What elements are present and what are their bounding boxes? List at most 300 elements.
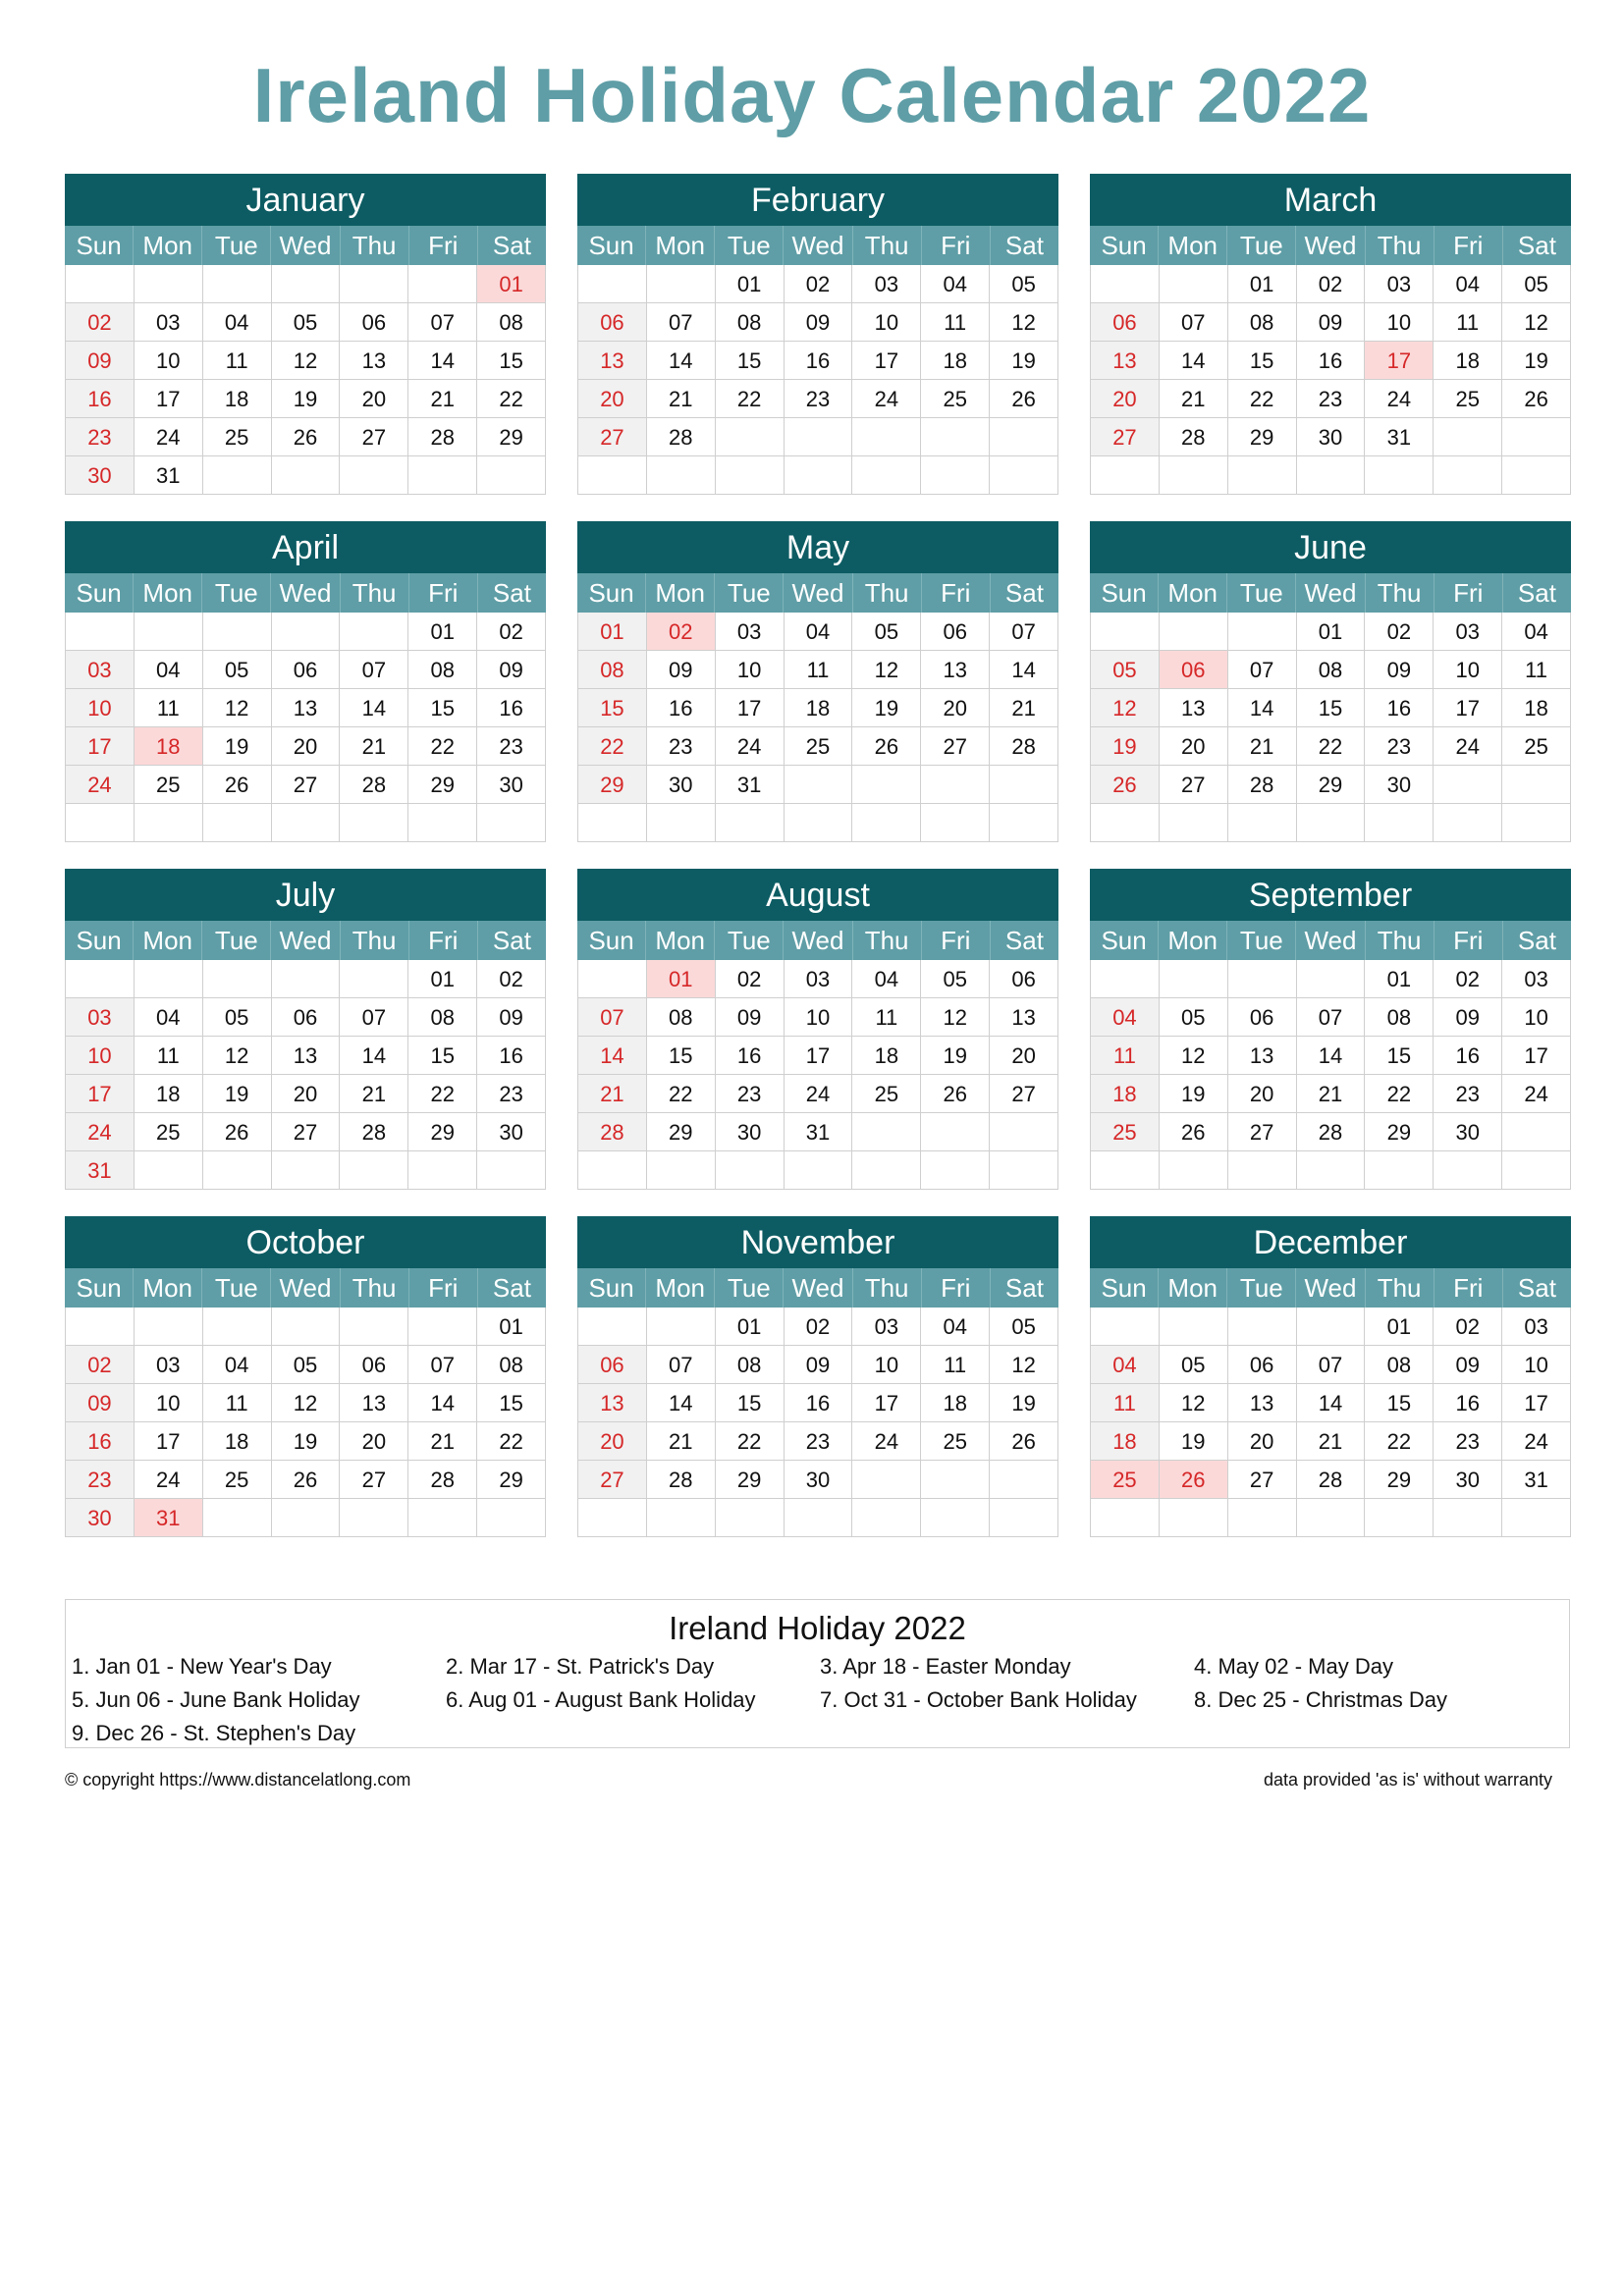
empty-day-cell: [1227, 456, 1296, 495]
day-cell: 13: [271, 1037, 340, 1075]
weekday-label: Fri: [1434, 573, 1502, 613]
day-cell: 02: [784, 265, 852, 303]
empty-day-cell: [784, 418, 852, 456]
day-cell: 20: [920, 689, 989, 727]
weekday-label: Wed: [270, 921, 339, 960]
empty-day-cell: [1433, 456, 1501, 495]
day-cell: 19: [1501, 342, 1571, 380]
weekday-label: Mon: [645, 1268, 714, 1308]
day-cell: 30: [476, 1113, 546, 1151]
day-cell: 11: [784, 651, 852, 689]
empty-day-cell: [1501, 1499, 1571, 1537]
copyright-text: © copyright https://www.distancelatlong.com: [65, 1770, 411, 1789]
empty-day-cell: [1364, 1151, 1433, 1190]
day-cell: 18: [1090, 1075, 1159, 1113]
day-cell: 26: [202, 766, 271, 804]
day-cell: 06: [920, 613, 989, 651]
day-cell: 24: [134, 418, 202, 456]
day-cell: 21: [646, 1422, 715, 1461]
empty-day-cell: [1433, 1151, 1501, 1190]
day-cell: 03: [1364, 265, 1433, 303]
day-cell: 01: [1227, 265, 1296, 303]
day-cell: 10: [1433, 651, 1501, 689]
day-cell: 09: [784, 1346, 852, 1384]
day-cell: 29: [1227, 418, 1296, 456]
day-cell: 16: [715, 1037, 784, 1075]
day-cell: 20: [577, 380, 646, 418]
empty-day-cell: [1227, 804, 1296, 842]
day-cell: 20: [577, 1422, 646, 1461]
day-cell: 27: [1227, 1113, 1296, 1151]
weekday-label: Thu: [852, 1268, 921, 1308]
empty-day-cell: [1433, 804, 1501, 842]
empty-day-cell: [1227, 1308, 1296, 1346]
day-cell: 16: [1433, 1384, 1501, 1422]
weekday-label: Mon: [133, 573, 201, 613]
day-cell: 25: [202, 1461, 271, 1499]
empty-day-cell: [715, 804, 784, 842]
empty-day-cell: [1296, 1308, 1365, 1346]
weekday-label: Fri: [921, 921, 990, 960]
day-cell: 27: [271, 1113, 340, 1151]
empty-day-cell: [134, 960, 202, 998]
day-cell: 30: [784, 1461, 852, 1499]
day-cell: 17: [134, 380, 202, 418]
week-row: [65, 1499, 546, 1537]
weekday-label: Tue: [1226, 1268, 1295, 1308]
empty-day-cell: [577, 1151, 646, 1190]
week-row: [1090, 1499, 1571, 1537]
day-cell: 20: [339, 1422, 407, 1461]
day-cell: 24: [1433, 727, 1501, 766]
day-cell: 08: [1364, 998, 1433, 1037]
week-row: [65, 1308, 546, 1346]
day-cell: 17: [65, 1075, 134, 1113]
empty-day-cell: [989, 1461, 1058, 1499]
day-cell: 12: [989, 303, 1058, 342]
weekday-label: Tue: [201, 573, 270, 613]
weekday-label: Mon: [1158, 573, 1226, 613]
day-cell: 09: [1433, 1346, 1501, 1384]
day-cell: 27: [339, 1461, 407, 1499]
day-cell: 15: [1364, 1037, 1433, 1075]
holiday-day-cell: 02: [646, 613, 715, 651]
day-cell: 21: [577, 1075, 646, 1113]
empty-day-cell: [1501, 766, 1571, 804]
empty-day-cell: [920, 766, 989, 804]
day-cell: 15: [407, 1037, 476, 1075]
day-cell: 20: [1090, 380, 1159, 418]
week-row: [1090, 418, 1571, 456]
day-cell: 03: [65, 998, 134, 1037]
day-cell: 19: [202, 727, 271, 766]
empty-day-cell: [1364, 804, 1433, 842]
week-row: [1090, 456, 1571, 495]
empty-day-cell: [476, 1151, 546, 1190]
weekday-label: Sat: [990, 226, 1058, 265]
day-cell: 05: [1090, 651, 1159, 689]
day-cell: 17: [134, 1422, 202, 1461]
weekday-label: Sat: [477, 226, 546, 265]
legend-title: Ireland Holiday 2022: [669, 1610, 966, 1646]
day-cell: 07: [1296, 998, 1365, 1037]
day-cell: 19: [1159, 1422, 1227, 1461]
holiday-day-cell: 25: [1090, 1461, 1159, 1499]
month-december: [1090, 1216, 1571, 1537]
day-cell: 12: [1090, 689, 1159, 727]
empty-day-cell: [1433, 766, 1501, 804]
day-cell: 28: [646, 1461, 715, 1499]
day-cell: 02: [784, 1308, 852, 1346]
weekday-label: Sun: [588, 578, 634, 608]
day-cell: 07: [646, 303, 715, 342]
weekday-label: Thu: [340, 921, 408, 960]
week-row: [65, 1151, 546, 1190]
empty-day-cell: [989, 1499, 1058, 1537]
day-cell: 18: [1501, 689, 1571, 727]
day-cell: 20: [989, 1037, 1058, 1075]
weekday-label: Mon: [645, 226, 714, 265]
week-row: [577, 960, 1058, 998]
day-cell: 21: [1296, 1422, 1365, 1461]
empty-day-cell: [202, 265, 271, 303]
empty-day-cell: [1159, 613, 1227, 651]
weekday-label: Sun: [1101, 578, 1147, 608]
empty-day-cell: [920, 804, 989, 842]
day-cell: 08: [715, 303, 784, 342]
weekday-label: Sun: [588, 231, 634, 260]
empty-day-cell: [339, 804, 407, 842]
day-cell: 18: [202, 380, 271, 418]
day-cell: 05: [920, 960, 989, 998]
empty-day-cell: [577, 804, 646, 842]
day-cell: 06: [339, 303, 407, 342]
weekday-label: Sat: [1502, 573, 1571, 613]
day-cell: 28: [989, 727, 1058, 766]
weekday-label: Wed: [783, 573, 851, 613]
day-cell: 04: [202, 1346, 271, 1384]
day-cell: 21: [339, 1075, 407, 1113]
week-row: [577, 303, 1058, 342]
legend-item: 5. Jun 06 - June Bank Holiday: [72, 1687, 360, 1712]
empty-day-cell: [1090, 1499, 1159, 1537]
day-cell: 07: [407, 303, 476, 342]
empty-day-cell: [989, 804, 1058, 842]
day-cell: 29: [1296, 766, 1365, 804]
day-cell: 31: [1364, 418, 1433, 456]
day-cell: 31: [65, 1151, 134, 1190]
day-cell: 11: [1501, 651, 1571, 689]
empty-day-cell: [784, 456, 852, 495]
day-cell: 17: [1433, 689, 1501, 727]
empty-day-cell: [1090, 960, 1159, 998]
day-cell: 13: [339, 342, 407, 380]
day-cell: 01: [1364, 960, 1433, 998]
empty-day-cell: [271, 456, 340, 495]
day-cell: 18: [1433, 342, 1501, 380]
day-cell: 20: [1159, 727, 1227, 766]
day-cell: 26: [1501, 380, 1571, 418]
day-cell: 17: [851, 1384, 920, 1422]
empty-day-cell: [1090, 265, 1159, 303]
day-cell: 01: [577, 613, 646, 651]
empty-day-cell: [271, 1151, 340, 1190]
day-cell: 19: [989, 1384, 1058, 1422]
week-row: [65, 804, 546, 842]
empty-day-cell: [851, 804, 920, 842]
week-row: [65, 342, 546, 380]
week-row: [577, 456, 1058, 495]
day-cell: 19: [920, 1037, 989, 1075]
day-cell: 22: [407, 1075, 476, 1113]
week-row: [65, 689, 546, 727]
weekday-label: Sun: [588, 1273, 634, 1303]
weekday-label: Sat: [1502, 921, 1571, 960]
day-cell: 15: [407, 689, 476, 727]
legend-item: 6. Aug 01 - August Bank Holiday: [446, 1687, 756, 1712]
month-name: October: [65, 1216, 546, 1268]
day-cell: 03: [851, 265, 920, 303]
week-row: [1090, 804, 1571, 842]
day-cell: 10: [65, 1037, 134, 1075]
holiday-day-cell: 01: [646, 960, 715, 998]
day-cell: 24: [65, 766, 134, 804]
week-row: [577, 727, 1058, 766]
empty-day-cell: [989, 1113, 1058, 1151]
day-cell: 08: [1364, 1346, 1433, 1384]
weekday-header: [1090, 921, 1571, 960]
day-cell: 06: [271, 998, 340, 1037]
weekday-label: Mon: [645, 921, 714, 960]
empty-day-cell: [784, 1499, 852, 1537]
empty-day-cell: [134, 804, 202, 842]
day-cell: 22: [646, 1075, 715, 1113]
month-july: [65, 869, 546, 1190]
day-cell: 11: [920, 303, 989, 342]
empty-day-cell: [339, 1151, 407, 1190]
week-row: [1090, 1113, 1571, 1151]
day-cell: 07: [1296, 1346, 1365, 1384]
weekday-label: Wed: [783, 226, 851, 265]
day-cell: 25: [134, 1113, 202, 1151]
weekday-label: Sun: [76, 578, 122, 608]
empty-day-cell: [271, 613, 340, 651]
weekday-label: Fri: [408, 226, 477, 265]
week-row: [1090, 613, 1571, 651]
day-cell: 12: [271, 342, 340, 380]
day-cell: 09: [1433, 998, 1501, 1037]
day-cell: 18: [202, 1422, 271, 1461]
day-cell: 29: [407, 1113, 476, 1151]
day-cell: 23: [715, 1075, 784, 1113]
day-cell: 11: [134, 1037, 202, 1075]
day-cell: 12: [851, 651, 920, 689]
day-cell: 31: [134, 456, 202, 495]
week-row: [65, 1075, 546, 1113]
empty-day-cell: [715, 1499, 784, 1537]
weekday-label: Wed: [270, 573, 339, 613]
week-row: [577, 1308, 1058, 1346]
week-row: [577, 1037, 1058, 1075]
weekday-label: Sun: [588, 926, 634, 955]
day-cell: 23: [1433, 1422, 1501, 1461]
empty-day-cell: [646, 1151, 715, 1190]
week-row: [577, 380, 1058, 418]
day-cell: 25: [851, 1075, 920, 1113]
empty-day-cell: [1296, 1499, 1365, 1537]
empty-day-cell: [339, 265, 407, 303]
day-cell: 01: [476, 1308, 546, 1346]
empty-day-cell: [1296, 960, 1365, 998]
week-row: [1090, 960, 1571, 998]
day-cell: 22: [476, 380, 546, 418]
day-cell: 08: [646, 998, 715, 1037]
day-cell: 28: [577, 1113, 646, 1151]
day-cell: 25: [920, 1422, 989, 1461]
day-cell: 04: [134, 998, 202, 1037]
day-cell: 25: [784, 727, 852, 766]
day-cell: 21: [646, 380, 715, 418]
week-row: [577, 1461, 1058, 1499]
empty-day-cell: [1090, 613, 1159, 651]
day-cell: 15: [646, 1037, 715, 1075]
day-cell: 26: [989, 380, 1058, 418]
week-row: [577, 766, 1058, 804]
day-cell: 11: [1090, 1384, 1159, 1422]
empty-day-cell: [1159, 1308, 1227, 1346]
day-cell: 26: [920, 1075, 989, 1113]
empty-day-cell: [920, 456, 989, 495]
day-cell: 17: [1501, 1384, 1571, 1422]
weekday-label: Sat: [477, 573, 546, 613]
weekday-label: Fri: [1434, 1268, 1502, 1308]
weekday-label: Mon: [133, 1268, 201, 1308]
day-cell: 29: [476, 1461, 546, 1499]
empty-day-cell: [784, 1151, 852, 1190]
week-row: [65, 651, 546, 689]
month-name: June: [1090, 521, 1571, 573]
empty-day-cell: [1227, 960, 1296, 998]
day-cell: 11: [134, 689, 202, 727]
day-cell: 17: [65, 727, 134, 766]
day-cell: 15: [1296, 689, 1365, 727]
day-cell: 16: [1296, 342, 1365, 380]
day-cell: 14: [1227, 689, 1296, 727]
day-cell: 06: [577, 1346, 646, 1384]
empty-day-cell: [646, 456, 715, 495]
day-cell: 13: [1090, 342, 1159, 380]
weekday-label: Wed: [1295, 1268, 1364, 1308]
day-cell: 30: [65, 1499, 134, 1537]
weekday-label: Sun: [1101, 1273, 1147, 1303]
day-cell: 08: [476, 1346, 546, 1384]
day-cell: 04: [784, 613, 852, 651]
day-cell: 14: [1296, 1384, 1365, 1422]
week-row: [1090, 1346, 1571, 1384]
day-cell: 12: [1159, 1384, 1227, 1422]
month-name: February: [577, 174, 1058, 226]
month-name: March: [1090, 174, 1571, 226]
empty-day-cell: [920, 418, 989, 456]
month-february: [577, 174, 1058, 495]
day-cell: 19: [989, 342, 1058, 380]
week-row: [577, 1075, 1058, 1113]
day-cell: 27: [339, 418, 407, 456]
day-cell: 30: [1296, 418, 1365, 456]
day-cell: 04: [202, 303, 271, 342]
day-cell: 16: [476, 689, 546, 727]
weekday-label: Wed: [270, 1268, 339, 1308]
month-may: [577, 521, 1058, 842]
day-cell: 06: [1090, 303, 1159, 342]
empty-day-cell: [476, 456, 546, 495]
day-cell: 23: [646, 727, 715, 766]
day-cell: 18: [920, 1384, 989, 1422]
weekday-label: Thu: [1365, 921, 1434, 960]
day-cell: 26: [202, 1113, 271, 1151]
day-cell: 07: [339, 998, 407, 1037]
empty-day-cell: [407, 265, 476, 303]
day-cell: 26: [989, 1422, 1058, 1461]
weekday-label: Sat: [1502, 226, 1571, 265]
week-row: [577, 1384, 1058, 1422]
day-cell: 04: [134, 651, 202, 689]
week-row: [1090, 303, 1571, 342]
day-cell: 26: [851, 727, 920, 766]
weekday-label: Thu: [340, 573, 408, 613]
day-cell: 14: [646, 342, 715, 380]
day-cell: 25: [202, 418, 271, 456]
month-november: [577, 1216, 1058, 1537]
empty-day-cell: [407, 1151, 476, 1190]
empty-day-cell: [407, 1308, 476, 1346]
day-cell: 13: [577, 342, 646, 380]
day-cell: 01: [407, 613, 476, 651]
empty-day-cell: [1227, 1499, 1296, 1537]
day-cell: 15: [1227, 342, 1296, 380]
day-cell: 14: [1296, 1037, 1365, 1075]
empty-day-cell: [134, 1308, 202, 1346]
weekday-label: Thu: [1365, 226, 1434, 265]
week-row: [577, 1499, 1058, 1537]
day-cell: 18: [784, 689, 852, 727]
empty-day-cell: [65, 265, 134, 303]
day-cell: 23: [65, 1461, 134, 1499]
calendar-grid: [65, 174, 1572, 1537]
day-cell: 22: [1227, 380, 1296, 418]
day-cell: 14: [407, 1384, 476, 1422]
weekday-label: Wed: [1295, 573, 1364, 613]
day-cell: 21: [1296, 1075, 1365, 1113]
week-row: [65, 1113, 546, 1151]
week-row: [1090, 766, 1571, 804]
empty-day-cell: [646, 804, 715, 842]
day-cell: 23: [65, 418, 134, 456]
week-row: [1090, 265, 1571, 303]
empty-day-cell: [271, 804, 340, 842]
page-title: Ireland Holiday Calendar 2022: [252, 52, 1372, 138]
empty-day-cell: [407, 456, 476, 495]
empty-day-cell: [1159, 804, 1227, 842]
day-cell: 09: [646, 651, 715, 689]
empty-day-cell: [920, 1151, 989, 1190]
week-row: [65, 303, 546, 342]
month-august: [577, 869, 1058, 1190]
empty-day-cell: [1296, 456, 1365, 495]
empty-day-cell: [920, 1461, 989, 1499]
day-cell: 09: [1364, 651, 1433, 689]
day-cell: 24: [134, 1461, 202, 1499]
